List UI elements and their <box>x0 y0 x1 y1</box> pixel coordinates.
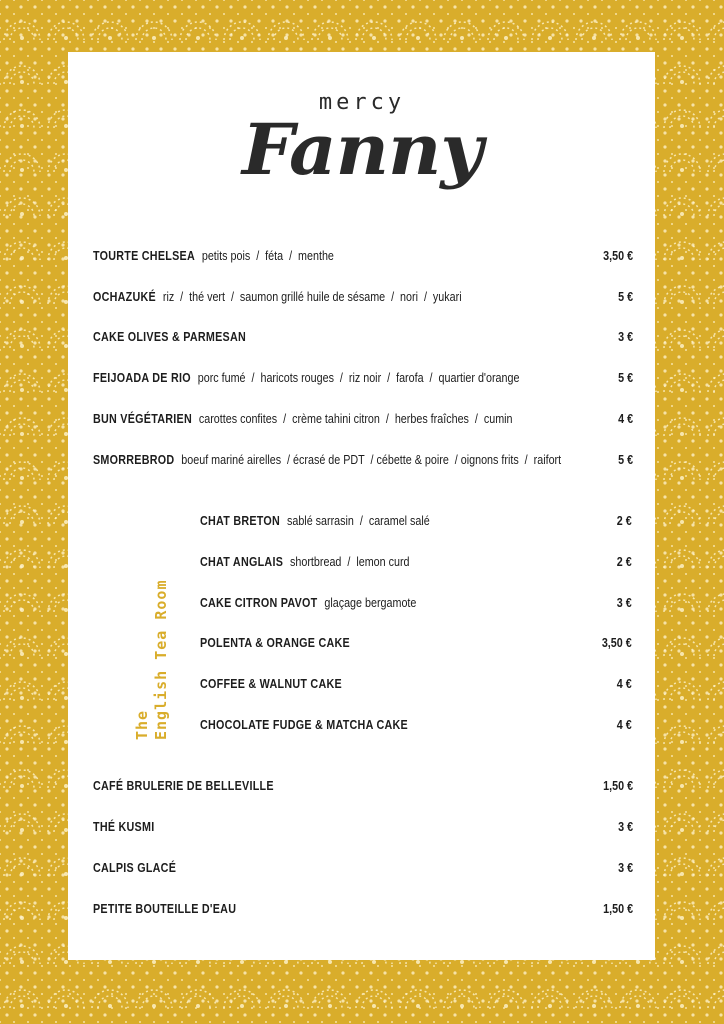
logo-mercy: mercy <box>318 90 406 115</box>
item-price: 5 € <box>618 453 634 467</box>
item-name: CALPIS GLACÉ <box>93 861 177 875</box>
item-desc: glaçage bergamote <box>324 596 417 610</box>
item-price: 2 € <box>616 555 632 569</box>
item-price: 4 € <box>618 412 634 426</box>
item-name: TOURTE CHELSEA <box>93 249 195 263</box>
tea-item <box>200 593 632 613</box>
item-name: OCHAZUKÉ <box>93 290 156 304</box>
item-desc: shortbread / lemon curd <box>290 555 410 569</box>
item-name: CAFÉ BRULERIE DE BELLEVILLE <box>93 779 274 793</box>
menu-item <box>93 327 633 347</box>
item-price: 2 € <box>616 514 632 528</box>
item-name: POLENTA & ORANGE CAKE <box>200 636 350 650</box>
item-desc: riz / thé vert / saumon grillé huile de sésame / nori / yukari <box>162 290 462 304</box>
item-name: CHAT ANGLAIS <box>200 555 284 569</box>
item-name: THÉ KUSMI <box>93 820 155 834</box>
drink-item <box>93 858 633 878</box>
tea-item <box>200 633 632 653</box>
item-price: 3,50 € <box>601 636 632 650</box>
tea-item <box>200 715 632 735</box>
tea-item <box>200 511 632 531</box>
item-name: CAKE OLIVES & PARMESAN <box>93 330 247 344</box>
logo <box>0 0 724 210</box>
menu-item <box>93 450 633 470</box>
item-price: 3 € <box>618 861 634 875</box>
item-price: 1,50 € <box>603 779 634 793</box>
item-desc: porc fumé / haricots rouges / riz noir / farofa / quartier d'orange <box>197 371 520 385</box>
tea-item <box>200 552 632 572</box>
item-price: 3 € <box>616 596 632 610</box>
item-price: 5 € <box>618 290 634 304</box>
item-price: 3 € <box>618 330 634 344</box>
logo-fanny: Fanny <box>241 108 483 191</box>
item-price: 5 € <box>618 371 634 385</box>
item-name: PETITE BOUTEILLE D'EAU <box>93 902 237 916</box>
drink-item <box>93 817 633 837</box>
item-name: CHOCOLATE FUDGE & MATCHA CAKE <box>200 718 408 732</box>
menu-item <box>93 368 633 388</box>
drink-item <box>93 899 633 919</box>
item-price: 1,50 € <box>603 902 634 916</box>
item-price: 4 € <box>616 677 632 691</box>
item-price: 3 € <box>618 820 634 834</box>
item-name: COFFEE & WALNUT CAKE <box>200 677 342 691</box>
item-name: SMORREBROD <box>93 453 175 467</box>
drink-item <box>93 776 633 796</box>
item-name: BUN VÉGÉTARIEN <box>93 412 192 426</box>
item-name: FEIJOADA DE RIO <box>93 371 191 385</box>
item-name: CAKE CITRON PAVOT <box>200 596 318 610</box>
item-desc: sablé sarrasin / caramel salé <box>286 514 430 528</box>
item-desc: boeuf mariné airelles / écrasé de PDT / cébette & poire / oignons frits / raifort <box>181 453 562 467</box>
item-desc: petits pois / féta / menthe <box>201 249 334 263</box>
tea-room-title-line2: English Tea Room <box>152 579 170 740</box>
tea-room-title-line1: The <box>133 709 151 740</box>
item-desc: carottes confites / crème tahini citron / herbes fraîches / cumin <box>198 412 513 426</box>
menu-item <box>93 287 633 307</box>
tea-room-title <box>133 500 171 740</box>
menu-item <box>93 409 633 429</box>
menu-item <box>93 246 633 266</box>
item-price: 4 € <box>616 718 632 732</box>
tea-item <box>200 674 632 694</box>
item-name: CHAT BRETON <box>200 514 281 528</box>
item-price: 3,50 € <box>603 249 634 263</box>
